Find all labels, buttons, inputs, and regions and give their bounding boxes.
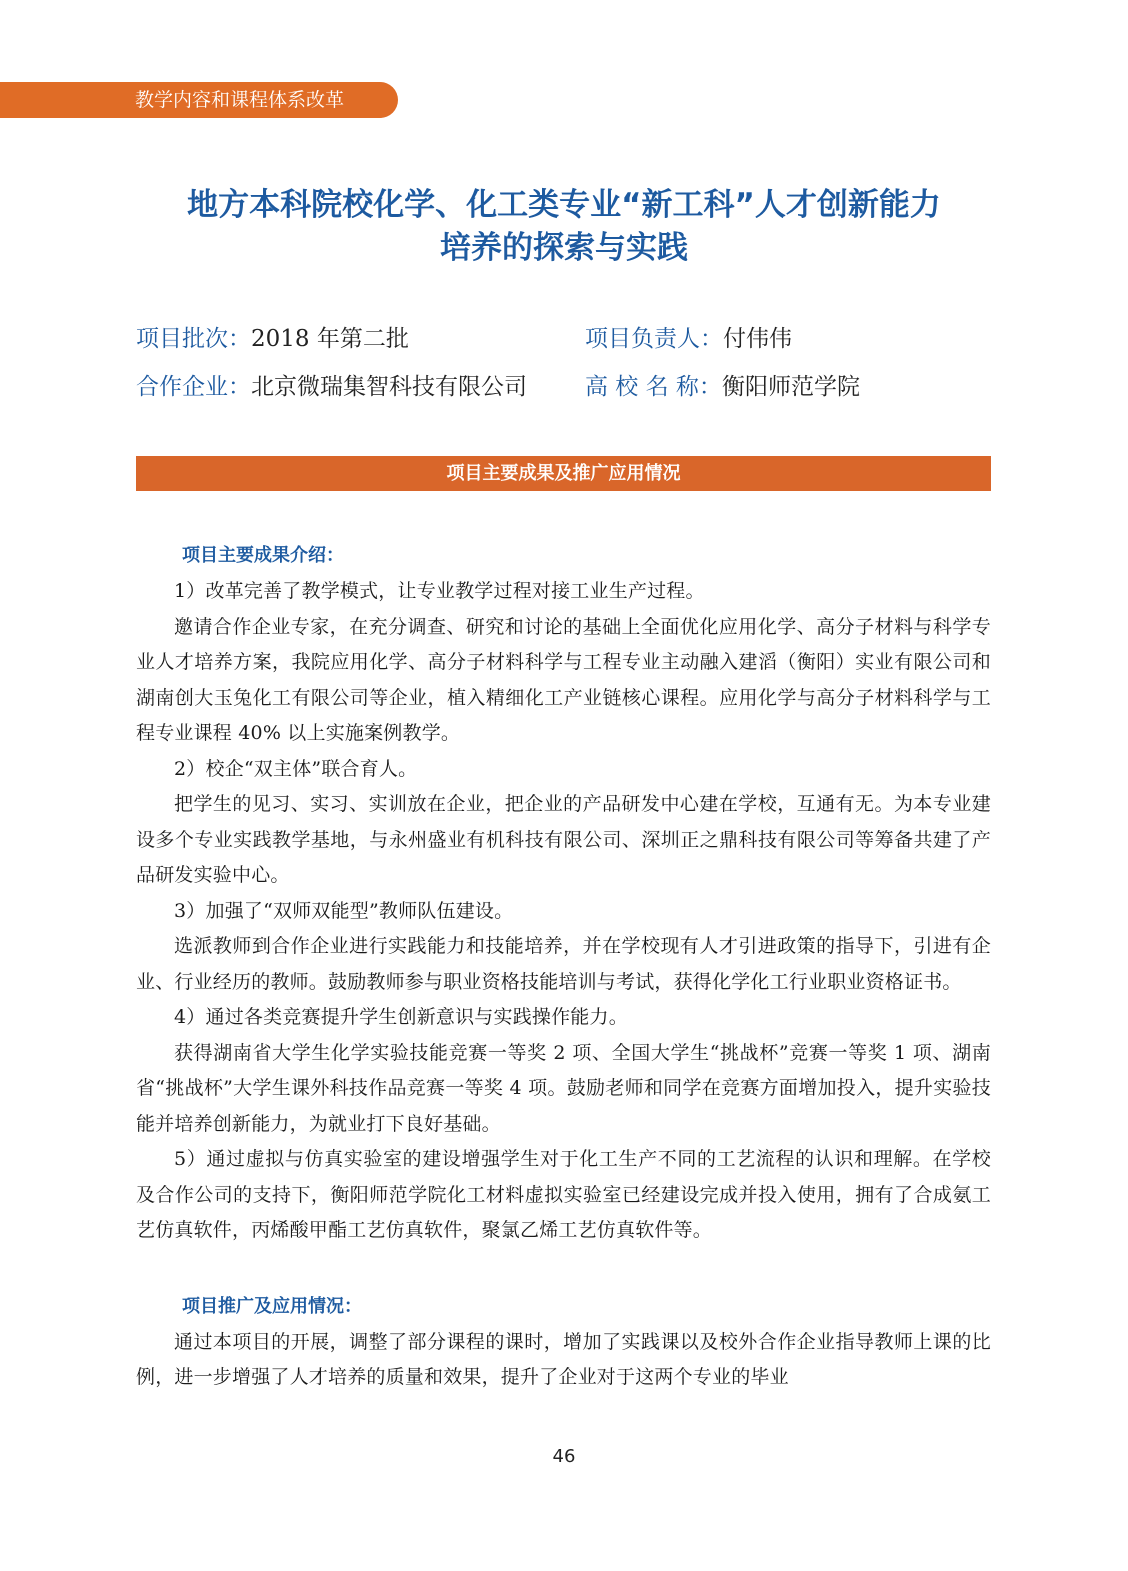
section-gap: [136, 1249, 991, 1289]
school-label: 高 校 名 称：: [585, 374, 722, 400]
meta-company: [136, 372, 527, 402]
leader-label: 项目负责人：: [585, 326, 723, 352]
paragraph: 邀请合作企业专家，在充分调查、研究和讨论的基础上全面优化应用化学、高分子材料与科学专业人才培养方案，我院应用化学、高分子材料科学与工程专业主动融入建滔（衡阳）实业有限公司和湖南创大玉兔化工有限公司等企业，植入精细化工产业链核心课程。应用化学与高分子材料科学与工程专业课程 40% 以上实施案例教学。: [136, 615, 991, 744]
paragraph: 4）通过各类竞赛提升学生创新意识与实践操作能力。: [174, 1006, 628, 1028]
paragraph: 3）加强了“双师双能型”教师队伍建设。: [174, 899, 514, 922]
meta-school: [585, 372, 860, 402]
results-banner: 项目主要成果及推广应用情况: [136, 456, 991, 491]
company-label: 合作企业：: [136, 374, 251, 400]
title-line-2: 培养的探索与实践: [440, 230, 688, 266]
section1-heading: 项目主要成果介绍：: [182, 545, 344, 566]
school-value: 衡阳师范学院: [721, 374, 860, 400]
meta-leader: [585, 324, 792, 354]
leader-value: 付伟伟: [723, 326, 792, 352]
batch-label: 项目批次：: [136, 326, 251, 352]
paragraph: 把学生的见习、实习、实训放在企业，把企业的产品研发中心建在学校，互通有无。为本专业建设多个专业实践教学基地，与永州盛业有机科技有限公司、深圳正之鼎科技有限公司等筹备共建了产品研发实验中心。: [136, 793, 991, 886]
paragraph: 选派教师到合作企业进行实践能力和技能培养，并在学校现有人才引进政策的指导下，引进有企业、行业经历的教师。鼓励教师参与职业资格技能培训与考试，获得化学化工行业职业资格证书。: [136, 935, 991, 993]
paragraph: 1）改革完善了教学模式，让专业教学过程对接工业生产过程。: [174, 580, 705, 602]
meta-batch: [136, 324, 409, 354]
page-number: 46: [552, 1446, 576, 1467]
company-value: 北京微瑞集智科技有限公司: [251, 374, 527, 400]
title-line-1: 地方本科院校化学、化工类专业“新工科”人才创新能力: [187, 187, 941, 223]
paragraph: 2）校企“双主体”联合育人。: [174, 757, 418, 780]
section-tab: 教学内容和课程体系改革: [0, 82, 398, 118]
main-content: [136, 538, 991, 1396]
batch-value: 2018 年第二批: [251, 326, 409, 352]
paragraph: 通过本项目的开展，调整了部分课程的课时，增加了实践课以及校外合作企业指导教师上课的比例，进一步增强了人才培养的质量和效果，提升了企业对于这两个专业的毕业: [136, 1330, 991, 1388]
paragraph: 获得湖南省大学生化学实验技能竞赛一等奖 2 项、全国大学生“挑战杯”竞赛一等奖 1 项、湖南省“挑战杯”大学生课外科技作品竞赛一等奖 4 项。鼓励老师和同学在竞赛方面增加投入，提升实验技能并培养创新能力，为就业打下良好基础。: [136, 1041, 991, 1135]
page-title: [60, 184, 1068, 270]
section2-heading: 项目推广及应用情况：: [182, 1295, 362, 1317]
paragraph: 5）通过虚拟与仿真实验室的建设增强学生对于化工生产不同的工艺流程的认识和理解。在学校及合作公司的支持下，衡阳师范学院化工材料虚拟实验室已经建设完成并投入使用，拥有了合成氨工艺仿真软件，丙烯酸甲酯工艺仿真软件，聚氯乙烯工艺仿真软件等。: [136, 1148, 991, 1241]
